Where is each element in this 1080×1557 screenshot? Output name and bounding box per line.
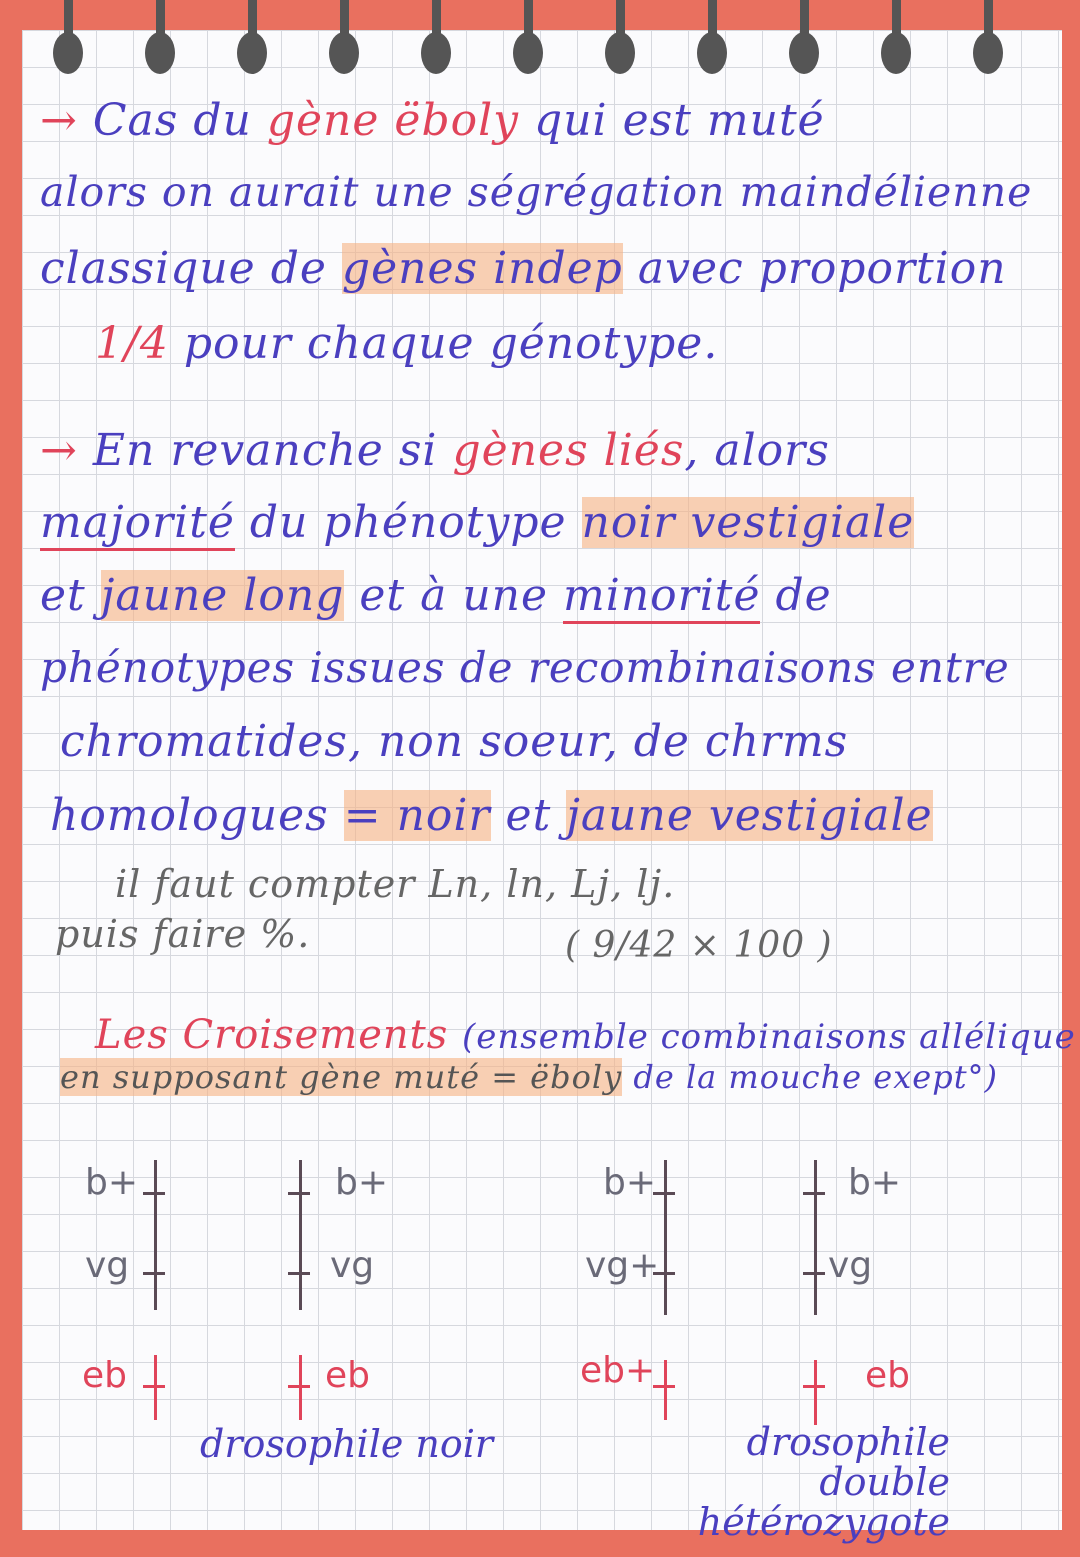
binding-ring bbox=[237, 0, 267, 75]
note-line-2: alors on aurait une ségrégation maindélienne bbox=[40, 168, 1033, 216]
note-line-10: homologues = noir et jaune vestigiale bbox=[50, 790, 933, 841]
note-line-12: puis faire %. bbox=[55, 912, 311, 956]
binding-ring bbox=[973, 0, 1003, 75]
note-line-1: → Cas du gène ëboly qui est muté bbox=[40, 95, 825, 146]
note-line-3: classique de gènes indep avec proportion bbox=[40, 243, 1007, 294]
binding-ring bbox=[145, 0, 175, 75]
binding-ring bbox=[329, 0, 359, 75]
note-line-8: phénotypes issues de recombinaisons entre bbox=[40, 643, 1010, 692]
caption-drosophile-noir: drosophile noir bbox=[200, 1422, 494, 1466]
percentage-formula: ( 9/42 × 100 ) bbox=[565, 925, 833, 966]
caption-double-heterozygote: drosophile double hétérozygote bbox=[697, 1420, 950, 1544]
binding-ring bbox=[697, 0, 727, 75]
binding-ring bbox=[789, 0, 819, 75]
note-line-5: → En revanche si gènes liés, alors bbox=[40, 425, 830, 476]
binding-ring bbox=[605, 0, 635, 75]
binding-ring bbox=[513, 0, 543, 75]
note-line-7: et jaune long et à une minorité de bbox=[40, 570, 832, 621]
note-line-14: en supposant gène muté = ëboly de la mouche exept°) bbox=[60, 1058, 999, 1096]
note-line-4: 1/4 pour chaque génotype. bbox=[95, 318, 719, 369]
binding-ring bbox=[881, 0, 911, 75]
section-heading-line: Les Croisements (ensemble combinaisons allélique bbox=[95, 1012, 1076, 1058]
note-line-6: majorité du phénotype noir vestigiale bbox=[40, 497, 914, 548]
note-line-11: il faut compter Ln, ln, Lj, lj. bbox=[115, 862, 676, 906]
note-line-9: chromatides, non soeur, de chrms bbox=[60, 716, 849, 767]
binding-ring bbox=[421, 0, 451, 75]
binding-ring bbox=[53, 0, 83, 75]
